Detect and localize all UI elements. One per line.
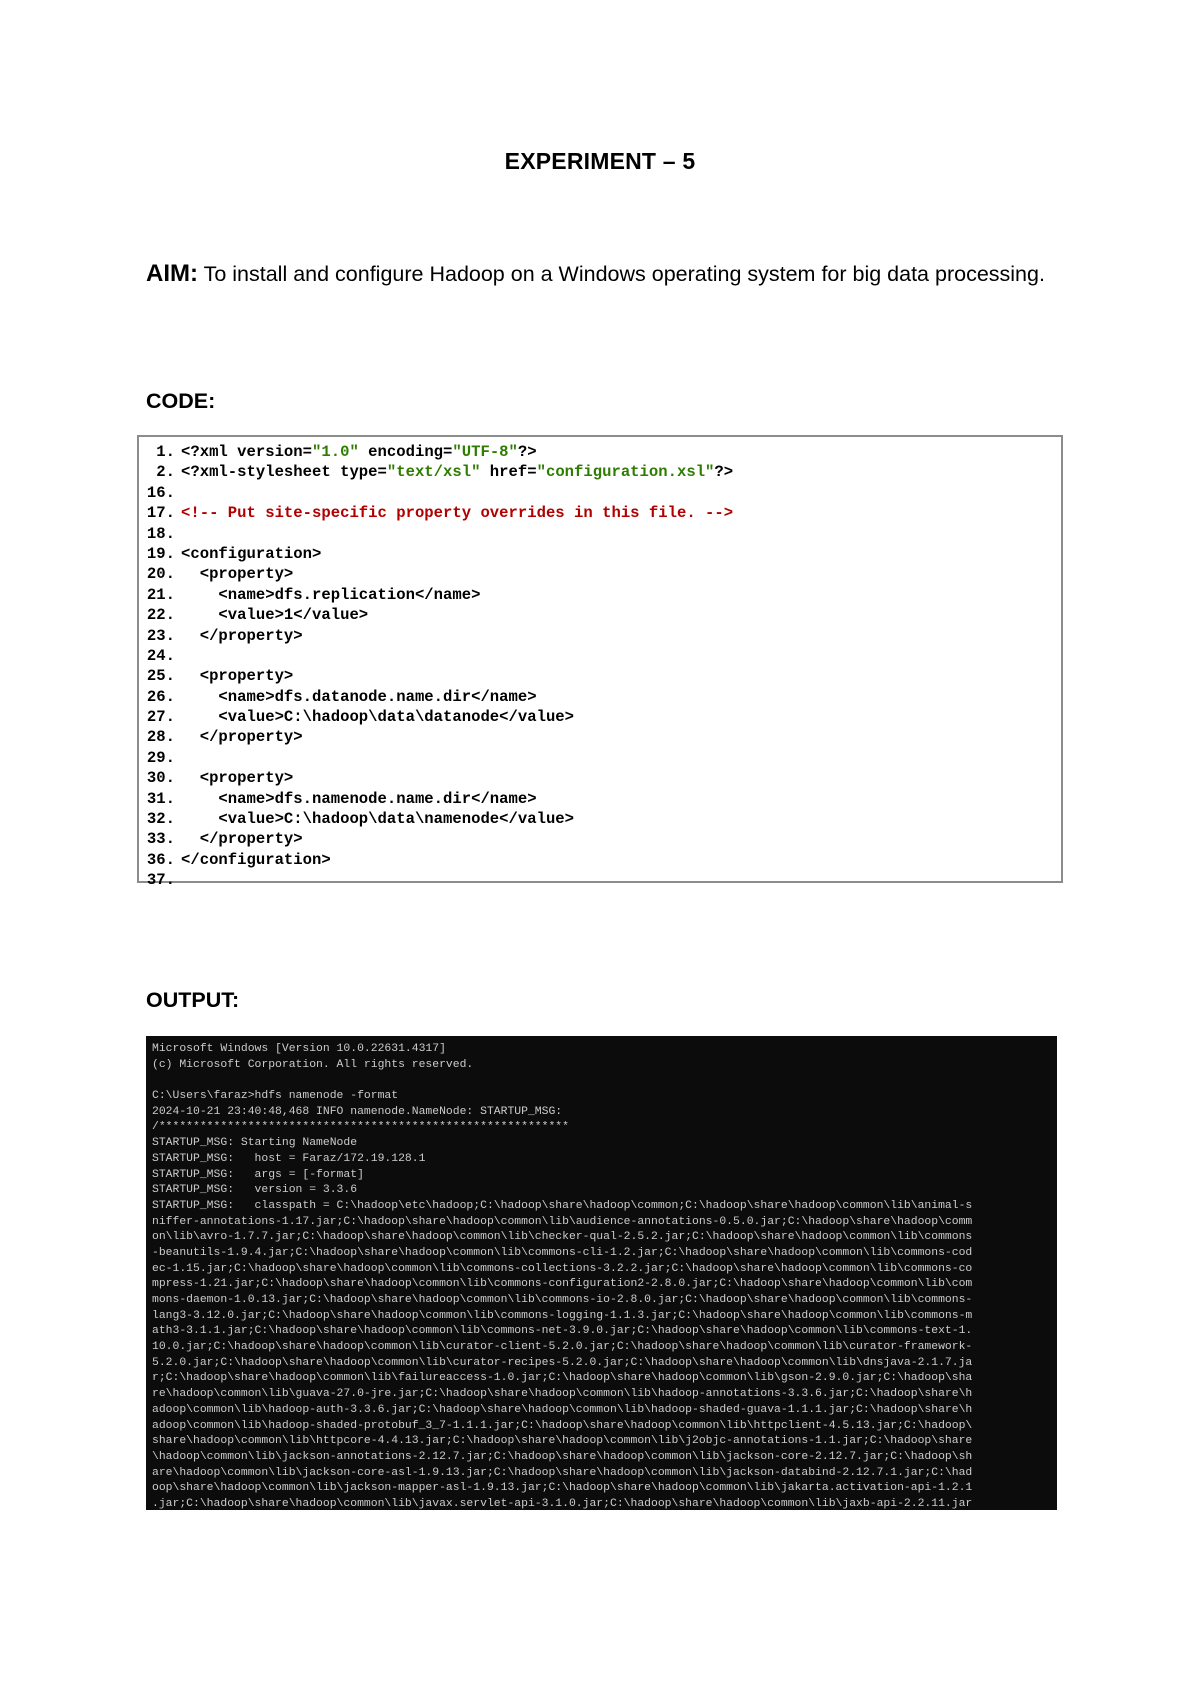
code-token: <value>1</value> <box>181 606 369 625</box>
code-line <box>139 809 1061 829</box>
terminal-line: lang3-3.12.0.jar;C:\hadoop\share\hadoop\common\lib\commons-logging-1.1.3.jar;C:\hadoop\share\hadoop\common\lib\commons-m <box>152 1309 973 1322</box>
line-number: 24. <box>146 646 175 665</box>
terminal-line: are\hadoop\common\lib\jackson-core-asl-1.9.13.jar;C:\hadoop\share\hadoop\common\lib\jackson-databind-2.12.7.1.jar;C:\had <box>152 1466 973 1479</box>
terminal-line: r;C:\hadoop\share\hadoop\common\lib\failureaccess-1.0.jar;C:\hadoop\share\hadoop\common\lib\gson-2.9.0.jar;C:\hadoop\sha <box>152 1372 973 1385</box>
code-token: <?xml version= <box>181 443 313 461</box>
code-line <box>139 850 1061 870</box>
terminal-line: 2024-10-21 23:40:48,468 INFO namenode.NameNode: STARTUP_MSG: <box>152 1105 563 1118</box>
terminal-line: Microsoft Windows [Version 10.0.22631.4317] <box>152 1043 446 1055</box>
terminal-line: \hadoop\common\lib\jackson-annotations-2.12.7.jar;C:\hadoop\share\hadoop\common\lib\jackson-core-2.12.7.jar;C:\hadoop\sh <box>152 1450 973 1463</box>
code-token: "1.0" <box>312 443 359 461</box>
line-number: 28. <box>146 728 175 747</box>
code-line <box>139 768 1061 788</box>
line-number: 20. <box>146 565 175 584</box>
code-line <box>139 564 1061 584</box>
line-number: 30. <box>146 769 175 788</box>
terminal-line: (c) Microsoft Corporation. All rights reserved. <box>152 1058 474 1071</box>
code-token: ?> <box>517 443 537 461</box>
line-number: 21. <box>146 585 175 604</box>
terminal-line: adoop\common\lib\hadoop-auth-3.3.6.jar;C:\hadoop\share\hadoop\common\lib\hadoop-shaded-guava-1.1.1.jar;C:\hadoop\share\h <box>152 1403 973 1416</box>
code-token: "text/xsl" <box>386 463 481 482</box>
code-token: <configuration> <box>181 544 322 563</box>
aim-label: AIM: <box>146 260 198 287</box>
code-line <box>139 666 1061 686</box>
line-number: 18. <box>146 524 175 543</box>
terminal-line: niffer-annotations-1.17.jar;C:\hadoop\share\hadoop\common\lib\audience-annotations-0.5.0.jar;C:\hadoop\share\hadoop\comm <box>152 1215 973 1228</box>
line-number: 27. <box>146 708 175 727</box>
terminal-line: adoop\common\lib\hadoop-shaded-protobuf_3_7-1.1.1.jar;C:\hadoop\share\hadoop\common\lib\httpclient-4.5.13.jar;C:\hadoop\ <box>152 1419 973 1432</box>
code-line <box>139 503 1061 523</box>
terminal-line: STARTUP_MSG: Starting NameNode <box>152 1137 358 1150</box>
code-line <box>139 544 1061 564</box>
page-title: EXPERIMENT – 5 <box>504 148 696 174</box>
code-token: "UTF-8" <box>452 443 518 461</box>
code-line <box>139 646 1061 666</box>
code-token: <value>C:\hadoop\data\namenode</value> <box>181 810 575 829</box>
code-line <box>139 605 1061 625</box>
line-number: 29. <box>146 748 175 767</box>
code-line <box>139 462 1061 482</box>
terminal-line: /************************************************************ <box>152 1121 569 1134</box>
terminal-line: STARTUP_MSG: args = [-format] <box>152 1168 364 1181</box>
code-token: <name>dfs.namenode.name.dir</name> <box>181 789 537 808</box>
terminal-line: 10.0.jar;C:\hadoop\share\hadoop\common\lib\curator-client-5.2.0.jar;C:\hadoop\share\hadoop\common\lib\curator-framework- <box>152 1341 973 1354</box>
line-number: 37. <box>146 871 175 890</box>
line-number: 1. <box>156 443 175 461</box>
code-line <box>139 687 1061 707</box>
line-number: 2. <box>156 463 175 482</box>
line-number: 31. <box>146 789 175 808</box>
code-token: <property> <box>181 565 294 584</box>
code-line <box>139 748 1061 768</box>
code-token: </property> <box>181 728 303 747</box>
terminal-line: STARTUP_MSG: classpath = C:\hadoop\etc\hadoop;C:\hadoop\share\hadoop\common;C:\hadoop\share\hadoop\common\lib\animal-s <box>152 1199 973 1212</box>
code-line <box>139 829 1061 849</box>
terminal-line: 5.2.0.jar;C:\hadoop\share\hadoop\common\lib\curator-recipes-5.2.0.jar;C:\hadoop\share\hadoop\common\lib\dnsjava-2.1.7.ja <box>152 1356 973 1369</box>
terminal-line: ec-1.15.jar;C:\hadoop\share\hadoop\common\lib\commons-collections-3.2.2.jar;C:\hadoop\share\hadoop\common\lib\commons-co <box>152 1262 973 1275</box>
code-line <box>139 707 1061 727</box>
code-line <box>139 524 1061 544</box>
code-line <box>139 870 1061 890</box>
line-number: 33. <box>146 830 175 849</box>
code-token: </property> <box>181 830 303 849</box>
code-token: encoding= <box>358 443 453 461</box>
code-line <box>139 789 1061 809</box>
terminal-line: -beanutils-1.9.4.jar;C:\hadoop\share\hadoop\common\lib\commons-cli-1.2.jar;C:\hadoop\share\hadoop\common\lib\commons-cod <box>152 1246 973 1259</box>
code-token: </configuration> <box>181 850 331 869</box>
line-number: 19. <box>146 544 175 563</box>
code-token: ?> <box>714 463 734 482</box>
code-token: </property> <box>181 626 303 645</box>
code-line <box>139 727 1061 747</box>
line-number: 23. <box>146 626 175 645</box>
code-line <box>139 442 1061 462</box>
code-block <box>137 435 1063 890</box>
line-number: 36. <box>146 850 175 869</box>
terminal-line: ath3-3.1.1.jar;C:\hadoop\share\hadoop\common\lib\commons-net-3.9.0.jar;C:\hadoop\share\hadoop\common\lib\commons-text-1. <box>152 1325 973 1338</box>
code-line <box>139 483 1061 503</box>
code-token: <name>dfs.replication</name> <box>181 585 481 604</box>
line-number: 26. <box>146 687 175 706</box>
terminal-line: .jar;C:\hadoop\share\hadoop\common\lib\javax.servlet-api-3.1.0.jar;C:\hadoop\share\hadoop\common\lib\jaxb-api-2.2.11.jar <box>152 1497 973 1510</box>
terminal-output-screenshot <box>146 1036 1057 1510</box>
terminal-line: mons-daemon-1.0.13.jar;C:\hadoop\share\hadoop\common\lib\commons-io-2.8.0.jar;C:\hadoop\share\hadoop\common\lib\commons- <box>152 1294 973 1306</box>
terminal-line: share\hadoop\common\lib\httpcore-4.4.13.jar;C:\hadoop\share\hadoop\common\lib\j2objc-annotations-1.1.jar;C:\hadoop\share <box>152 1435 973 1448</box>
aim-paragraph <box>146 257 1046 291</box>
terminal-line: mpress-1.21.jar;C:\hadoop\share\hadoop\common\lib\commons-configuration2-2.8.0.jar;C:\hadoop\share\hadoop\common\lib\com <box>152 1278 973 1291</box>
terminal-line: STARTUP_MSG: host = Faraz/172.19.128.1 <box>152 1152 426 1165</box>
terminal-line: STARTUP_MSG: version = 3.3.6 <box>152 1184 358 1197</box>
code-token: <property> <box>181 769 294 788</box>
terminal-line: on\lib\avro-1.7.7.jar;C:\hadoop\share\hadoop\common\lib\checker-qual-2.5.2.jar;C:\hadoop\share\hadoop\common\lib\commons <box>152 1231 973 1244</box>
code-token: <!-- Put site-specific property overrides in this file. --> <box>181 504 734 523</box>
terminal-line: re\hadoop\common\lib\guava-27.0-jre.jar;C:\hadoop\share\hadoop\common\lib\hadoop-annotations-3.3.6.jar;C:\hadoop\share\h <box>152 1388 973 1401</box>
code-token: <name>dfs.datanode.name.dir</name> <box>181 687 537 706</box>
code-token: href= <box>480 463 537 482</box>
line-number: 25. <box>146 667 175 686</box>
code-line <box>139 585 1061 605</box>
terminal-line <box>152 1073 1052 1089</box>
line-number: 22. <box>146 606 175 625</box>
code-line <box>139 626 1061 646</box>
output-heading: OUTPUT: <box>146 988 240 1012</box>
line-number: 17. <box>146 504 175 523</box>
aim-text: To install and configure Hadoop on a Windows operating system for big data processing. <box>197 262 1045 286</box>
code-token: <property> <box>181 667 294 686</box>
code-heading: CODE: <box>146 389 216 413</box>
line-number: 32. <box>146 810 175 829</box>
line-number: 16. <box>146 483 175 502</box>
code-token: "configuration.xsl" <box>536 463 715 482</box>
terminal-line: C:\Users\faraz>hdfs namenode -format <box>152 1090 399 1103</box>
code-token: <?xml-stylesheet type= <box>181 463 387 482</box>
code-token: <value>C:\hadoop\data\datanode</value> <box>181 708 575 727</box>
terminal-line: oop\share\hadoop\common\lib\jackson-mapper-asl-1.9.13.jar;C:\hadoop\share\hadoop\common\lib\jakarta.activation-api-1.2.1 <box>152 1482 973 1495</box>
